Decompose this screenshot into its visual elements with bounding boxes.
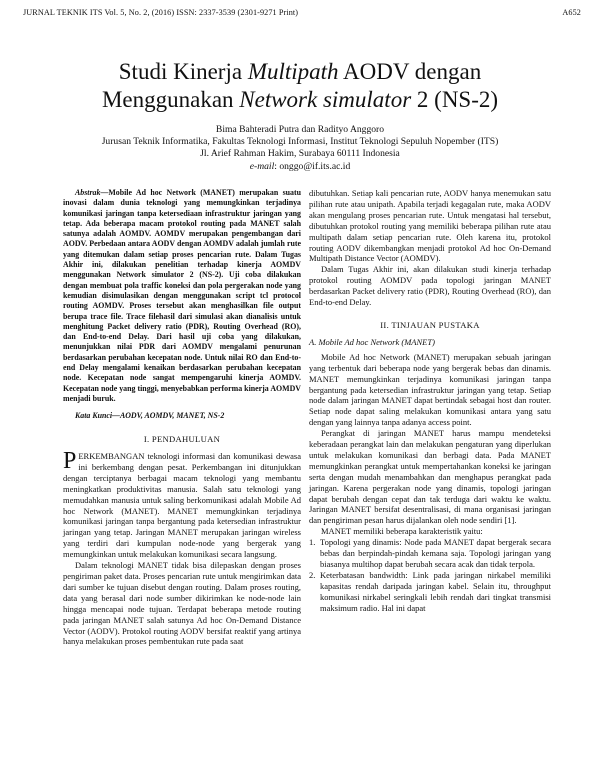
left-column — [63, 188, 301, 647]
author-block — [0, 124, 600, 173]
intro-paragraph-1: PERKEMBANGAN teknologi informasi dan komunikasi dewasa ini berkembang dengan pesat. Perkembangan ini ditunjukkan dengan terciptanya berbagai macam teknologi yang membantu meningkatkan produktivitas manusia. Salah satu teknologi yang memudahkan manusia untuk saling berkomunikasi adalah Mobile Ad hoc Network (MANET). MANET memungkinkan terjadinya komunikasi jaringan tanpa bergantung pada ketersedian infrastruktur jaringan yang tetap. Jaringan MANET merupakan jaringan wireless yang terdiri dari kumpulan node-node yang bergerak yang memungkinkan untuk melakukan komunikasi secara langsung. — [63, 448, 301, 560]
subsection-heading-manet: A. Mobile Ad hoc Network (MANET) — [309, 336, 435, 347]
right-paragraph-1: dibutuhkan. Setiap kali pencarian rute, AODV hanya menemukan satu pilihan rute atau unipath. Apabila terjadi kegagalan rute, maka AODV akan mengulang proses pencarian rute. Untuk mengatasi hal tersebut, dibutuhkan protokol routing yang memiliki beberapa pilihan rute atau multipath dalam setiap pencarian rute. Oleh karena itu, protokol routing AODV dikembangkan menjadi protokol Ad hoc On-Demand Multipath Distance Vector (AOMDV). — [309, 188, 551, 264]
page-number: A652 — [562, 8, 581, 17]
affiliation: Jurusan Teknik Informatika, Fakultas Teknologi Informasi, Institut Teknologi Sepuluh Nopember (ITS) — [101, 136, 499, 148]
list-item: 2. Keterbatasan bandwidth: Link pada jaringan nirkabel memiliki kapasitas rendah daripada jaringan kabel. Selain itu, throughput komunikasi nirkabel seringkali lebih rendah dari tingkat transmisi maksimum radio. Hal ini dapat — [309, 569, 551, 613]
abstract: Abstrak—Mobile Ad hoc Network (MANET) merupakan suatu inovasi dalam dunia teknologi yang memungkinkan terjadinya komunikasi jaringan tanpa ketersediaan infrastruktur jaringan yang tetap. Ada beberapa macam protokol routing pada MANET salah satunya adalah AOMDV. AOMDV merupakan pengembangan dari AODV. Perbedaan antara AODV dengan AOMDV adalah jumlah rute yang ditemukan dalam setiap proses pencarian rute. Dalam Tugas Akhir ini, dilakukan penelitian terhadap kinerja AOMDV menggunakan Network simulator 2 (NS-2). Uji coba dilakukan dengan membuat pola traffic koneksi dan pola pergerakan node yang kemudian disimulasikan dengan menggunakan script tcl protocol routing AOMDV. Proses tersebut akan menghasilkan file output berupa trace file. Trace filehasil dari simulasi akan dianalisis untuk menghitung Packet delivery ratio (PDR), Routing Overhead (RO), dan End-to-end Delay. Dari hasil uji coba yang dilakukan, menunjukkan nilai PDR dari AOMDV mengalami penurunan berdasarkan perubahan kecepatan node. Untuk nilai RO dan End-to-end Delay mengalami kenaikan berdasarkan perubahan kecepatan node. Kecepatan node sangat mempengaruhi kinerja AOMDV. Kecepatan node yang tinggi, menyebabkan performa kinerja AOMDV menjadi buruk. — [63, 188, 301, 403]
list-item: 1. Topologi yang dinamis: Node pada MANET dapat bergerak secara bebas dan berpindah-pindah kemana saja. Topologi jaringan yang biasanya multihop dapat berubah secara acak dan tidak terpola. — [309, 537, 551, 569]
right-paragraph-2: Dalam Tugas Akhir ini, akan dilakukan studi kinerja terhadap protokol routing AOMDV pada topologi jaringan MANET berdasarkan Packet delivery ratio (PDR), Routing Overhead (RO), dan End-to-end Delay. — [309, 264, 551, 308]
characteristics-list — [309, 537, 551, 613]
drop-cap: P — [63, 448, 77, 475]
manet-paragraph-3: MANET memiliki beberapa karakteristik yaitu: — [321, 526, 483, 537]
section-heading-tinjauan: II. TINJAUAN PUSTAKA — [380, 319, 480, 330]
keywords: Kata Kunci—AODV, AOMDV, MANET, NS-2 — [75, 411, 225, 421]
address: Jl. Arief Rahman Hakim, Surabaya 60111 Indonesia — [200, 148, 400, 160]
email: e-mail: onggo@if.its.ac.id — [249, 160, 351, 172]
journal-info: JURNAL TEKNIK ITS Vol. 5, No. 2, (2016) ISSN: 2337-3539 (2301-9271 Print) — [23, 8, 299, 17]
manet-paragraph-2: Perangkat di jaringan MANET harus mampu mendeteksi keberadaan perangkat lain dan melakukan pengaturan yang diperlukan untuk melakukan komunikasi dan berbagi data. Pada MANET memungkinkan perangkat untuk mempertahankan koneksi ke jaringan serta dengan mudah menambahkan dan menghapus perangkat pada jaringan. Karena pergerakan node yang dinamis, topologi jaringan dapat berubah dengan cepat dan tak terduga dari waktu ke waktu. Jaringan MANET bersifat desentralisasi, di mana organisasi jaringan dan pengiriman pesan harus dijalankan oleh node sendiri [1]. — [309, 428, 551, 526]
section-heading-intro: I. PENDAHULUAN — [143, 434, 221, 445]
author-names: Bima Bahteradi Putra dan Radityo Anggoro — [215, 124, 385, 135]
running-header — [23, 8, 581, 17]
paper-title: Studi Kinerja Multipath AODV dengan Menggunakan Network simulator 2 (NS-2) — [101, 59, 499, 112]
manet-paragraph-1: Mobile Ad hoc Network (MANET) merupakan sebuah jaringan yang terbentuk dari beberapa node yang bergerak bebas dan dinamis. MANET memungkinkan terjadinya komunikasi jaringan tanpa bergantung pada ketersedian infrastruktur jaringan yang tetap. Setiap node dalam jaringan MANET dapat bertindak sebagai host dan router. Setiap node dapat saling melakukan komunikasi antara yang satu dengan yang lainnya tanpa adanya access point. — [309, 351, 551, 428]
right-column — [309, 188, 551, 614]
intro-paragraph-2: Dalam teknologi MANET tidak bisa dilepaskan dengan proses pengiriman paket data. Proses pencarian rute untuk mengirimkan data dari sumber ke tujuan disebut dengan routing. Dalam proses routing, data yang berasal dari node sumber dikirimkan ke node-node lain hingga mencapai node tujuan. Terdapat beberapa metode routing pada jaringan MANET salah satunya Ad hoc On-Demand Distance Vector (AODV). Protokol routing AODV bersifat reaktif yang artinya hanya melakukan proses pembentukan rute pada saat — [63, 560, 301, 647]
